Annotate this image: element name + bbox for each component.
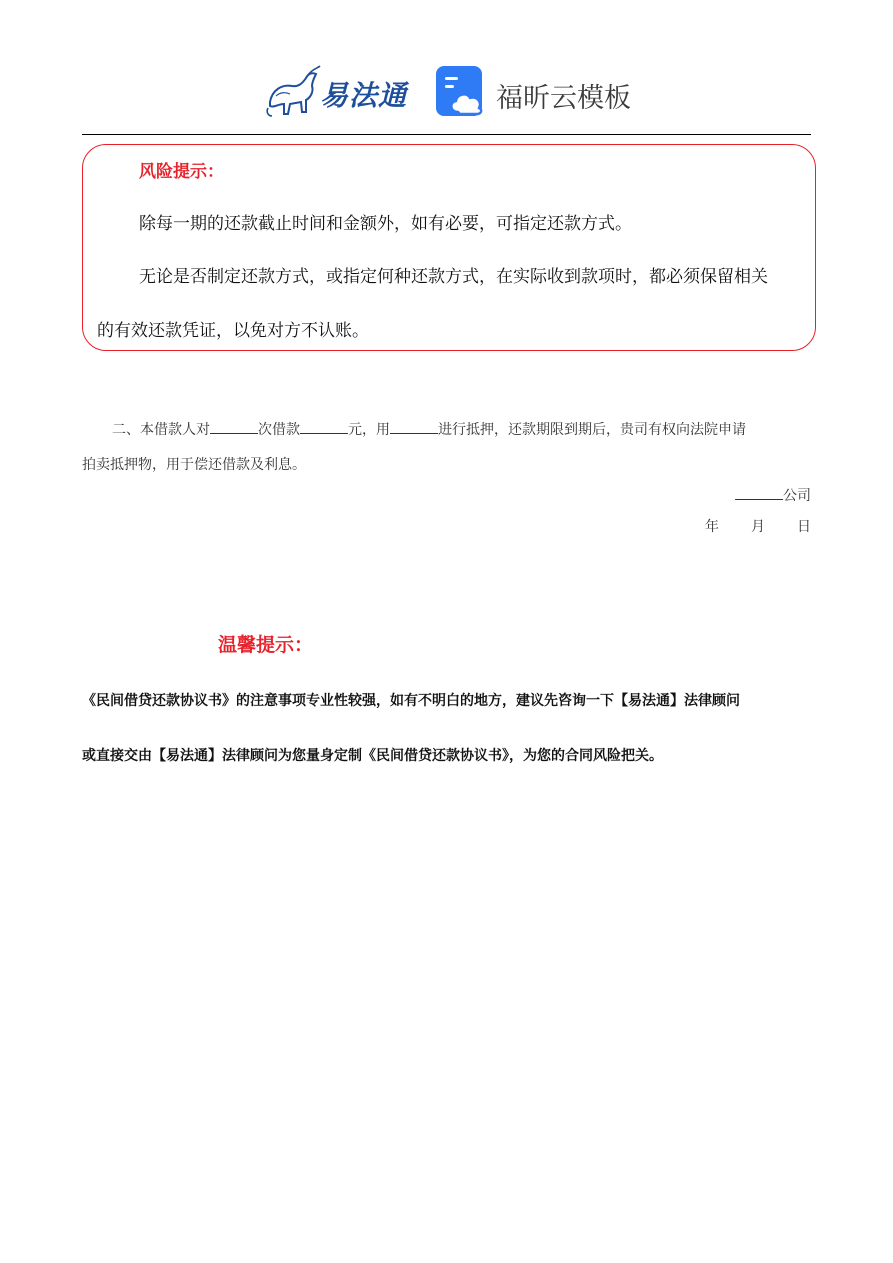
tips-title: 温馨提示： (218, 634, 314, 656)
mortgage-clause-line-2: 拍卖抵押物，用于偿还借款及利息。 (82, 457, 306, 473)
tips-line-1: 《民间借贷还款协议书》的注意事项专业性较强，如有不明白的地方，建议先咨询一下【易法通】法律顾问 (82, 693, 740, 709)
qilin-horse-icon (262, 62, 324, 118)
clause-text-4: 进行抵押，还款期限到期后，贵司有权向法院申请 (438, 422, 746, 438)
date-year: 年 (705, 519, 719, 535)
signature-company (735, 485, 811, 505)
date-month: 月 (751, 519, 765, 535)
document-cloud-icon (436, 66, 488, 118)
clause-text-1: 二、本借款人对 (112, 422, 210, 438)
yifatong-logo-text: 易法通 (320, 79, 408, 112)
risk-warning-box (82, 144, 816, 351)
risk-paragraph-1: 除每一期的还款截止时间和金额外，如有必要，可指定还款方式。 (139, 214, 632, 234)
loan-amount-blank[interactable] (300, 419, 348, 434)
signature-date (705, 516, 811, 536)
yifatong-logo (262, 62, 412, 118)
clause-text-3: 元，用 (348, 422, 390, 438)
header-divider (82, 134, 811, 135)
date-day: 日 (797, 519, 811, 535)
loan-count-blank[interactable] (210, 419, 258, 434)
risk-paragraph-2-line-1: 无论是否制定还款方式，或指定何种还款方式，在实际收到款项时，都必须保留相关 (139, 267, 768, 287)
collateral-blank[interactable] (390, 419, 438, 434)
foxit-cloud-logo-text: 福昕云模板 (496, 83, 631, 114)
risk-title: 风险提示： (139, 162, 224, 182)
foxit-cloud-logo (436, 66, 636, 118)
risk-paragraph-2-line-2: 的有效还款凭证，以免对方不认账。 (97, 321, 369, 341)
clause-text-2: 次借款 (258, 422, 300, 438)
tips-line-2: 或直接交由【易法通】法律顾问为您量身定制《民间借贷还款协议书》，为您的合同风险把关。 (82, 748, 663, 764)
page-header (0, 58, 893, 124)
company-suffix: 公司 (783, 488, 811, 504)
company-name-blank[interactable] (735, 485, 783, 500)
mortgage-clause-line-1 (112, 419, 746, 439)
